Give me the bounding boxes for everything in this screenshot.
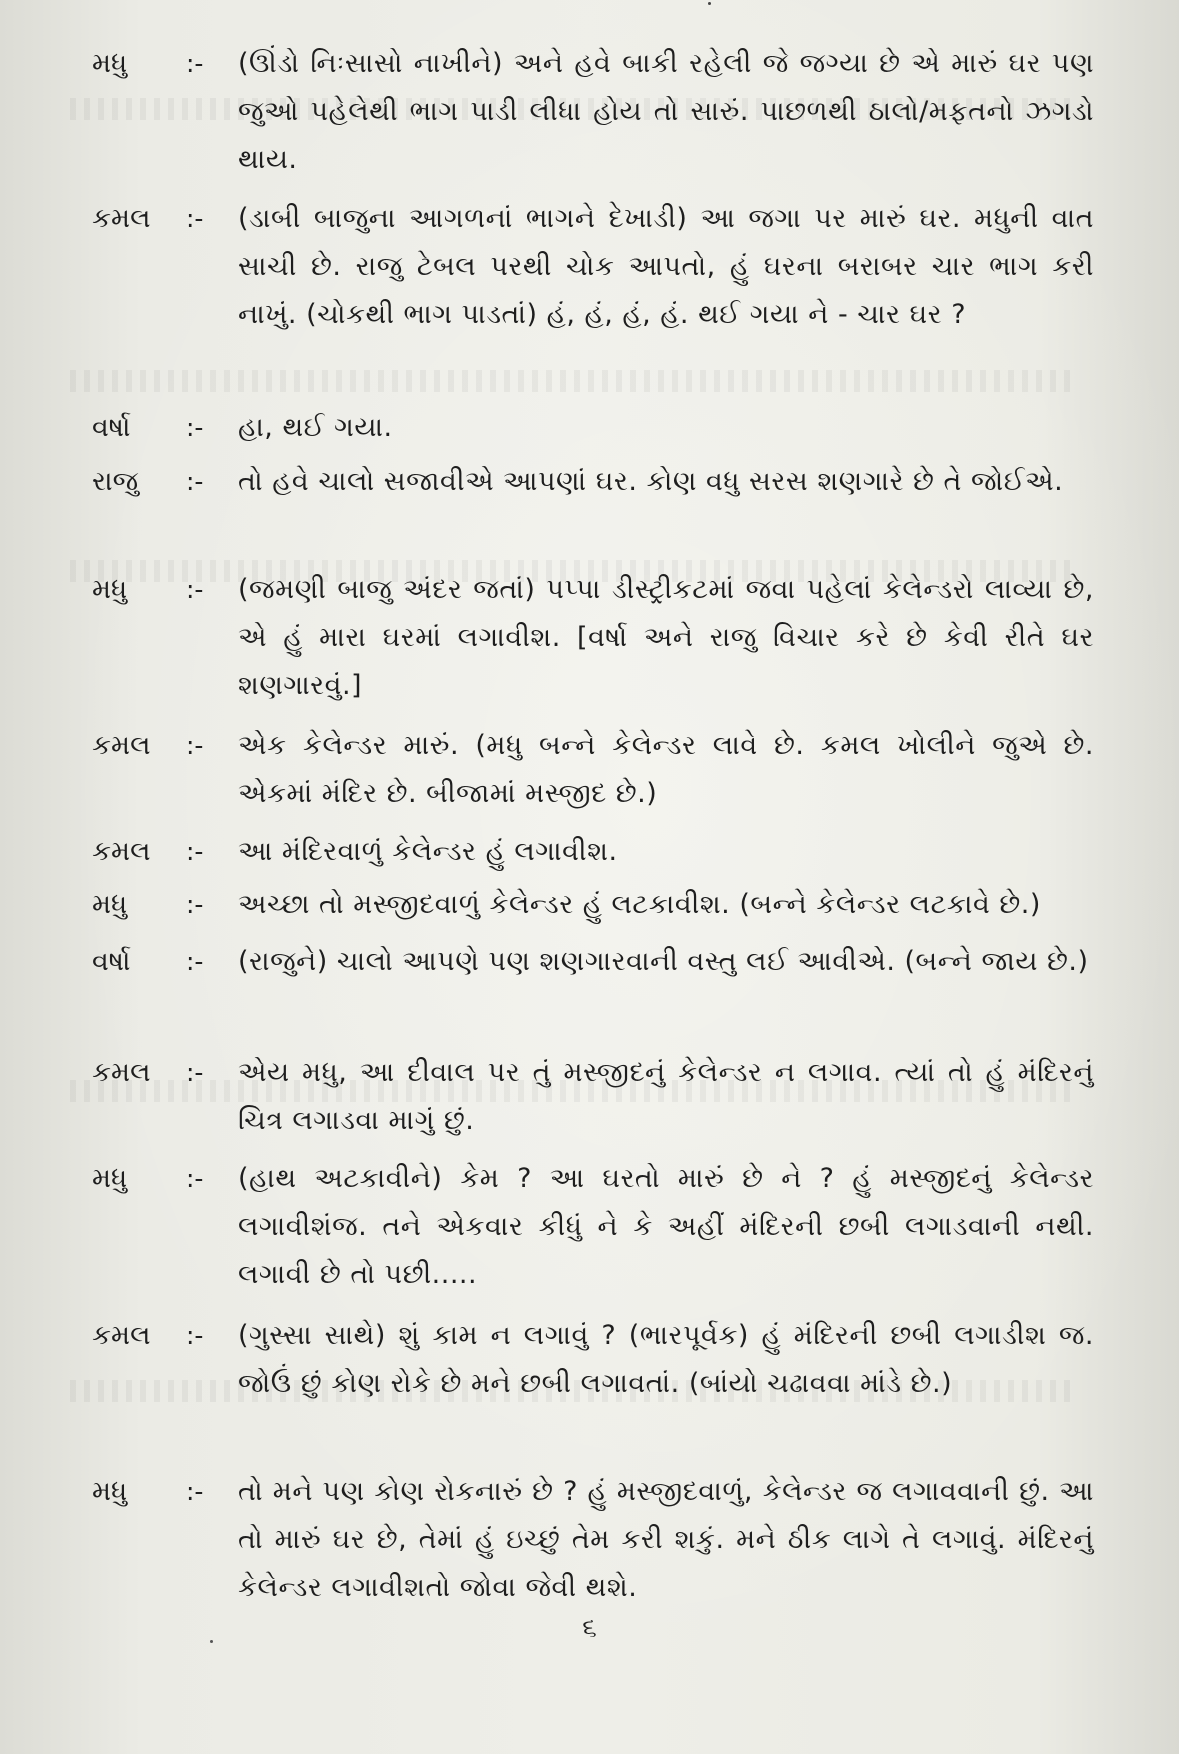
separator: :- (186, 947, 204, 976)
separator: :- (186, 1477, 204, 1506)
speech-text: (ગુસ્સા સાથે) શું કામ ન લગાવું ? (ભારપૂર્વક) હું મંદિરની છબી લગાડીશ જ. જોઉં છું કોણ રોકે છે મને છબી લગાવતાં. (બાંયો ચઢાવવા માંડે છે.) (238, 1320, 1094, 1399)
separator: :- (186, 1164, 204, 1193)
speaker-name: કમલ (92, 730, 151, 761)
speaker-name: વર્ષા (92, 946, 131, 977)
speaker-name: મધુ (92, 1163, 128, 1194)
speech-text: આ મંદિરવાળું કેલેન્ડર હું લગાવીશ. (238, 836, 618, 867)
speech-text: અચ્છા તો મસ્જીદવાળું કેલેન્ડર હું લટકાવીશ. (બન્ને કેલેન્ડર લટકાવે છે.) (238, 889, 1041, 920)
speaker-name: કમલ (92, 203, 151, 234)
separator: :- (186, 413, 204, 442)
speech-text: (ઊંડો નિઃસાસો નાખીને) અને હવે બાકી રહેલી જે જગ્યા છે એ મારું ઘર પણ જુઓ પહેલેથી ભાગ પાડી લીધા હોય તો સારું. પાછળથી ઠાલો/મફતનો ઝગડો થાય. (238, 48, 1094, 175)
separator: :- (186, 1321, 204, 1350)
separator: :- (186, 49, 204, 78)
speaker-name: વર્ષા (92, 412, 131, 443)
speaker-name: મધુ (92, 889, 128, 920)
speech-text: તો મને પણ કોણ રોકનારું છે ? હું મસ્જીદવાળું, કેલેન્ડર જ લગાવવાની છું. આ તો મારું ઘર છે, તેમાં હું ઇચ્છું તેમ કરી શકું. મને ઠીક લાગે તે લગાવું. મંદિરનું કેલેન્ડર લગાવીશતો જોવા જેવી થશે. (238, 1476, 1094, 1603)
speaker-name: મધુ (92, 1476, 128, 1507)
separator: :- (186, 204, 204, 233)
speech-text: એક કેલેન્ડર મારું. (મધુ બન્ને કેલેન્ડર લાવે છે. કમલ ખોલીને જુએ છે. એકમાં મંદિર છે. બીજામાં મસ્જીદ છે.) (238, 730, 1094, 809)
separator: :- (186, 467, 204, 496)
separator: :- (186, 1058, 204, 1087)
speech-text: તો હવે ચાલો સજાવીએ આપણાં ઘર. કોણ વધુ સરસ શણગારે છે તે જોઈએ. (238, 466, 1064, 497)
speaker-name: મધુ (92, 48, 128, 79)
speech-text: (હાથ અટકાવીને) કેમ ? આ ઘરતો મારું છે ને ? હું મસ્જીદનું કેલેન્ડર લગાવીશંજ. તને એકવાર કીધું ને કે અહીં મંદિરની છબી લગાડવાની નથી. લગાવી છે તો પછી..... (238, 1163, 1094, 1290)
speaker-name: કમલ (92, 1057, 151, 1088)
separator: :- (186, 731, 204, 760)
separator: :- (186, 575, 204, 604)
speaker-name: રાજુ (92, 466, 139, 497)
separator: :- (186, 837, 204, 866)
speech-text: (રાજુને) ચાલો આપણે પણ શણગારવાની વસ્તુ લઈ આવીએ. (બન્ને જાય છે.) (238, 946, 1089, 977)
speech-text: એય મધુ, આ દીવાલ પર તું મસ્જીદનું કેલેન્ડર ન લગાવ. ત્યાં તો હું મંદિરનું ચિત્ર લગાડવા માગું છું. (238, 1057, 1094, 1136)
speaker-name: કમલ (92, 1320, 151, 1351)
page-number: ૬ (582, 1613, 597, 1643)
speech-text: (જમણી બાજુ અંદર જતાં) પપ્પા ડીસ્ટ્રીકટમાં જવા પહેલાં કેલેન્ડરો લાવ્યા છે, એ હું મારા ઘરમાં લગાવીશ. [વર્ષા અને રાજુ વિચાર કરે છે કેવી રીતે ઘર શણગારવું.] (238, 574, 1094, 701)
separator: :- (186, 890, 204, 919)
speaker-name: મધુ (92, 574, 128, 605)
speaker-name: કમલ (92, 836, 151, 867)
speech-text: (ડાબી બાજુના આગળનાં ભાગને દેખાડી) આ જગા પર મારું ઘર. મધુની વાત સાચી છે. રાજુ ટેબલ પરથી ચોક આપતો, હું ઘરના બરાબર ચાર ભાગ કરી નાખું. (ચોકથી ભાગ પાડતાં) હં, હં, હં, હં. થઈ ગયા ને - ચાર ઘર ? (238, 203, 1094, 330)
speech-text: હા, થઈ ગયા. (238, 412, 393, 443)
